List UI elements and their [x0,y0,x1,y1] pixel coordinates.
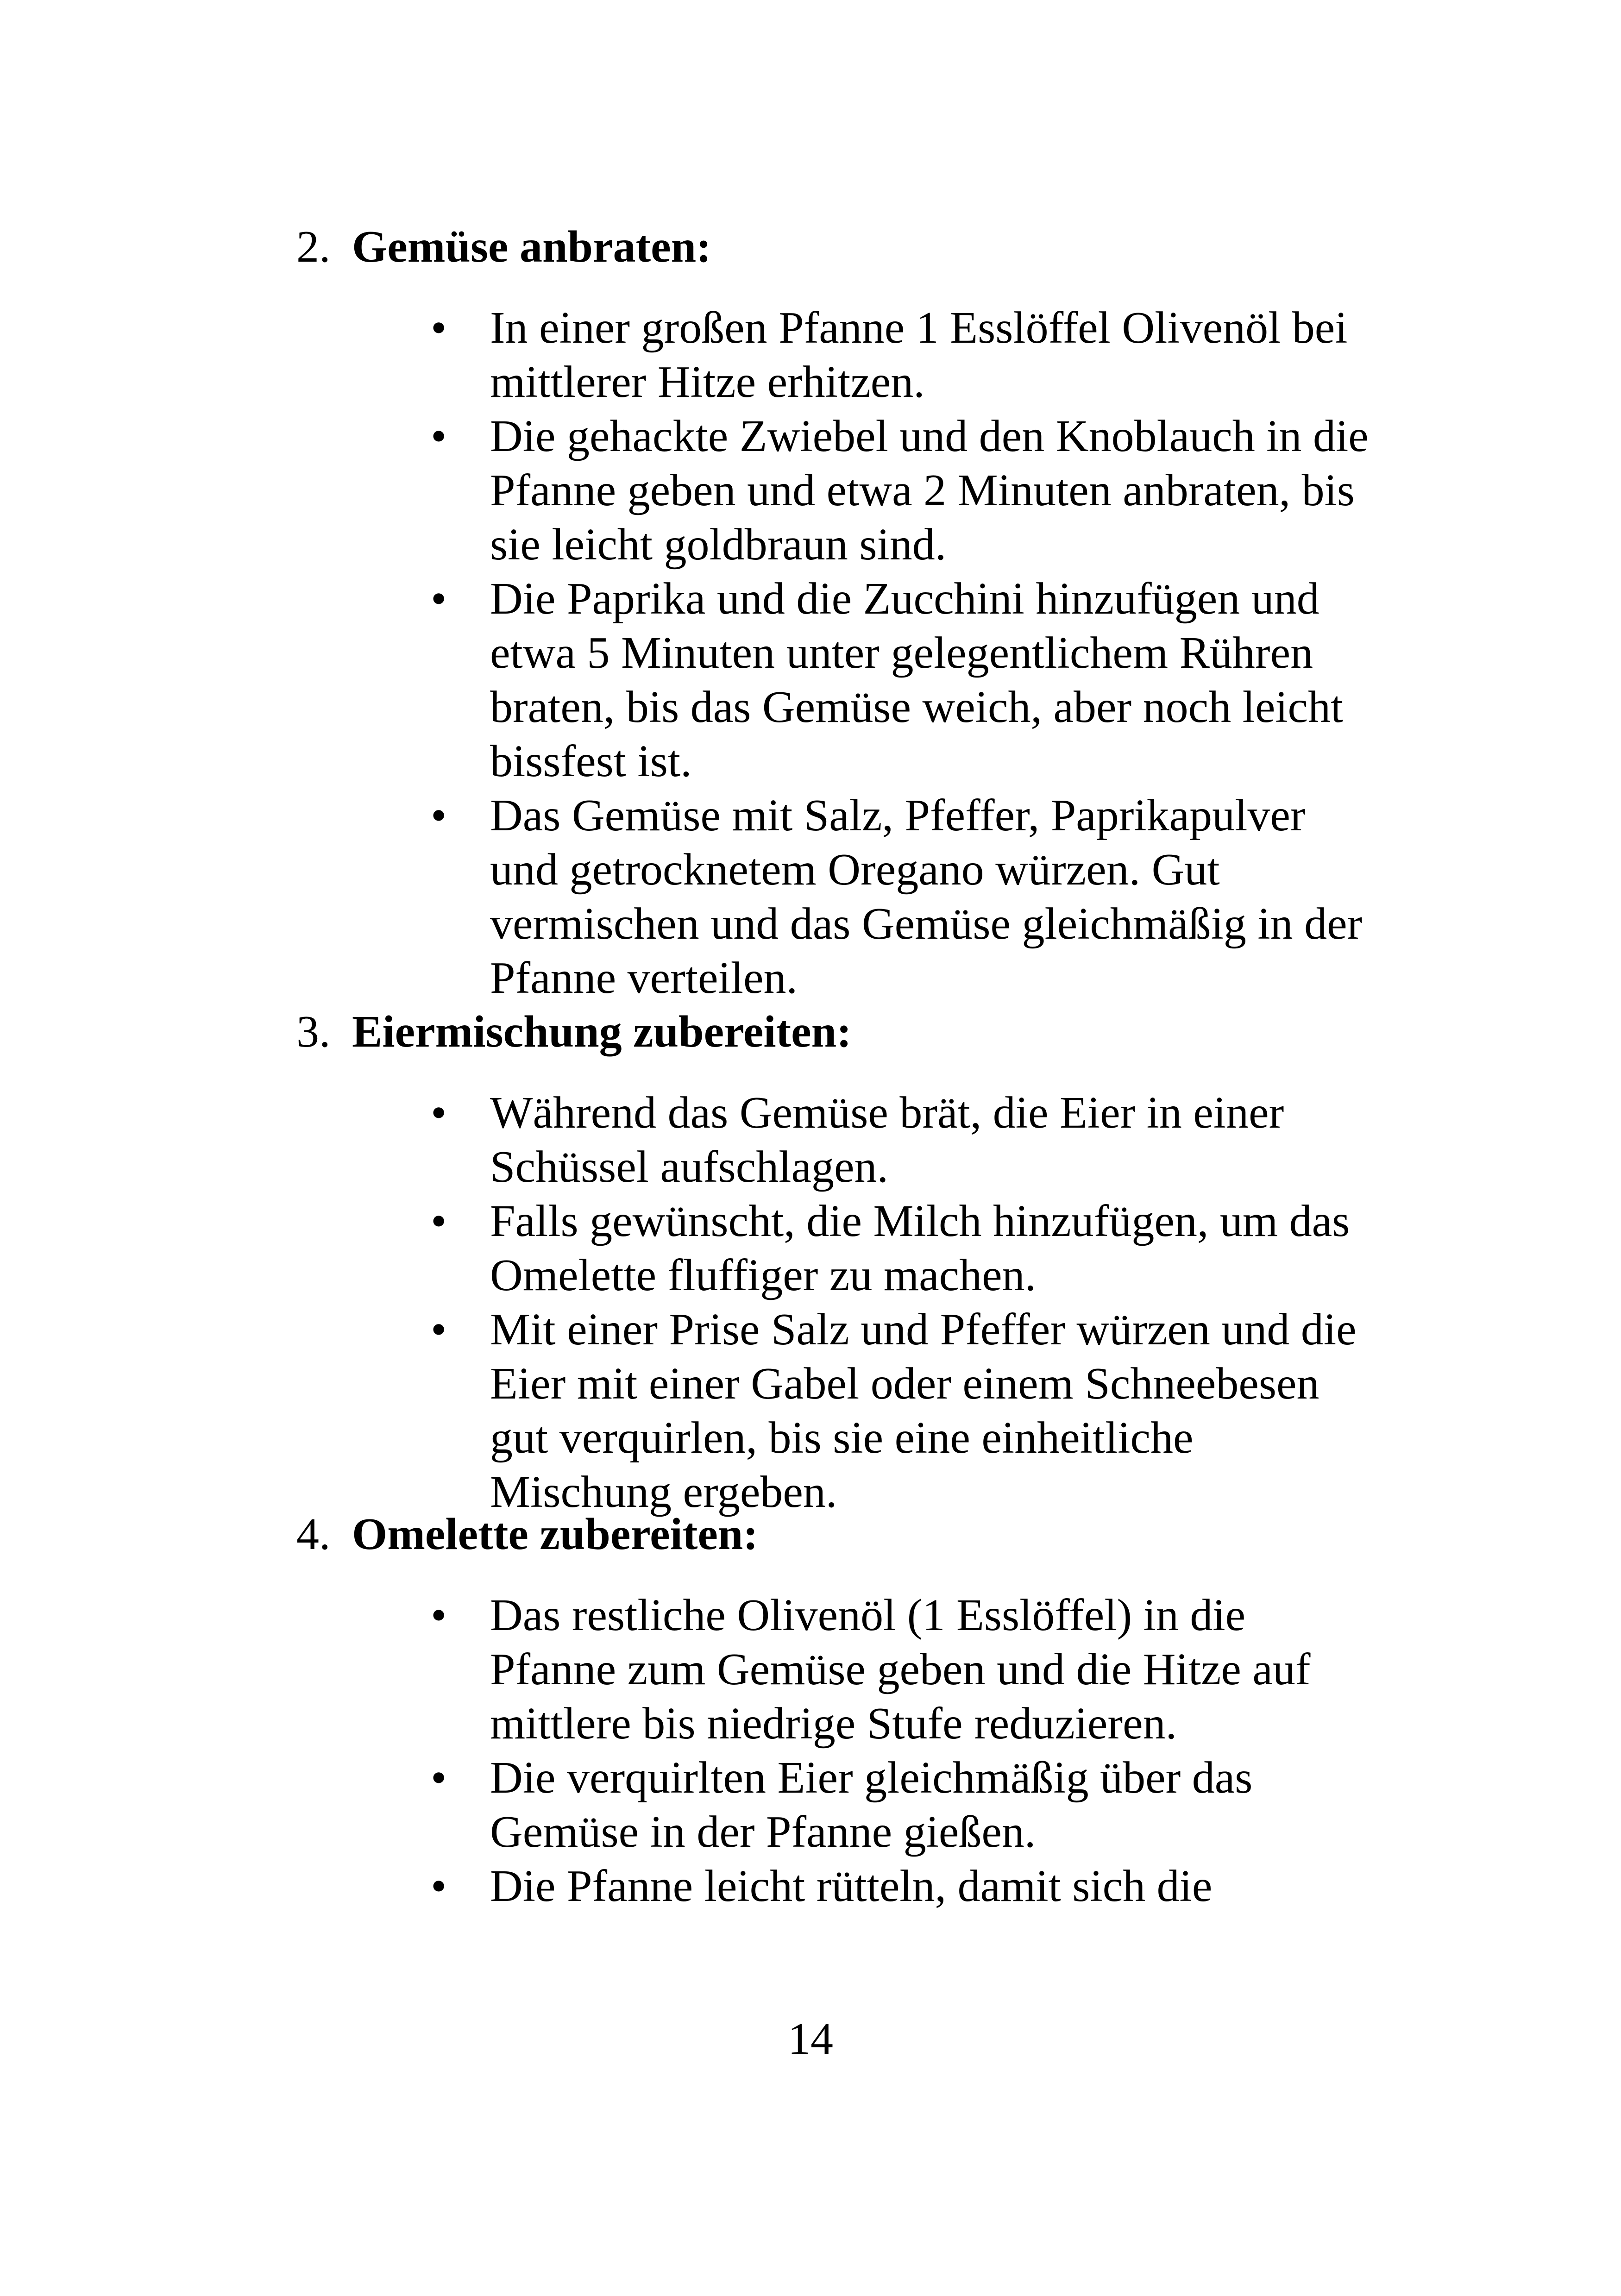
step-number: 4. [296,1509,331,1559]
list-item [431,1588,1450,1751]
bullet-line: mittlerer Hitze erhitzen. [490,357,925,407]
bullet-icon: • [431,1088,447,1138]
step-heading [296,1005,852,1059]
list-item [431,1751,1450,1859]
bullet-line: Pfanne verteilen. [490,953,798,1003]
bullet-line: Die Paprika und die Zucchini hinzufügen und [490,574,1319,624]
bullet-line: Während das Gemüse brät, die Eier in einer [490,1088,1284,1138]
bullet-line: mittlere bis niedrige Stufe reduzieren. [490,1699,1177,1749]
list-item [431,409,1450,572]
step-heading [296,220,711,274]
bullet-list [431,1588,1450,1913]
list-item [431,1086,1450,1194]
list-item [431,1303,1450,1519]
list-item [431,1859,1450,1913]
bullet-icon: • [431,411,447,461]
step-title: Gemüse anbraten: [352,222,711,272]
step-number: 2. [296,222,331,272]
bullet-line: bissfest ist. [490,736,692,786]
bullet-line: gut verquirlen, bis sie eine einheitliche [490,1413,1194,1463]
bullet-icon: • [431,1196,447,1246]
bullet-line: braten, bis das Gemüse weich, aber noch leicht [490,682,1344,732]
bullet-line: sie leicht goldbraun sind. [490,520,947,570]
bullet-icon: • [431,303,447,353]
bullet-line: etwa 5 Minuten unter gelegentlichem Rühren [490,628,1313,678]
page-number: 14 [788,2014,833,2064]
bullet-line: Das Gemüse mit Salz, Pfeffer, Paprikapulver [490,790,1306,841]
bullet-line: In einer großen Pfanne 1 Esslöffel Olivenöl bei [490,303,1348,353]
list-item [431,1194,1450,1303]
bullet-list [431,1086,1450,1519]
bullet-icon: • [431,790,447,841]
bullet-list [431,301,1450,1005]
bullet-icon: • [431,1861,447,1911]
list-item [431,301,1450,409]
bullet-line: Mischung ergeben. [490,1467,837,1517]
bullet-line: Gemüse in der Pfanne gießen. [490,1807,1036,1857]
bullet-line: vermischen und das Gemüse gleichmäßig in der [490,899,1363,949]
step-number: 3. [296,1007,331,1057]
step-title: Eiermischung zubereiten: [352,1007,852,1057]
bullet-icon: • [431,1590,447,1640]
list-item [431,789,1450,1005]
bullet-icon: • [431,1753,447,1803]
list-item [431,572,1450,789]
bullet-line: Schüssel aufschlagen. [490,1142,888,1192]
bullet-line: Eier mit einer Gabel oder einem Schneebesen [490,1359,1319,1409]
bullet-icon: • [431,1305,447,1355]
step-heading [296,1507,758,1562]
bullet-icon: • [431,574,447,624]
bullet-line: Die verquirlten Eier gleichmäßig über das [490,1753,1253,1803]
bullet-line: Das restliche Olivenöl (1 Esslöffel) in die [490,1590,1246,1640]
bullet-line: Die Pfanne leicht rütteln, damit sich die [490,1861,1213,1911]
bullet-line: Omelette fluffiger zu machen. [490,1250,1037,1300]
bullet-line: Falls gewünscht, die Milch hinzufügen, um das [490,1196,1350,1246]
step-title: Omelette zubereiten: [352,1509,759,1559]
bullet-line: und getrocknetem Oregano würzen. Gut [490,845,1220,895]
bullet-line: Pfanne geben und etwa 2 Minuten anbraten, bis [490,465,1355,515]
bullet-line: Die gehackte Zwiebel und den Knoblauch in die [490,411,1369,461]
bullet-line: Mit einer Prise Salz und Pfeffer würzen und die [490,1305,1357,1355]
bullet-line: Pfanne zum Gemüse geben und die Hitze auf [490,1644,1311,1694]
